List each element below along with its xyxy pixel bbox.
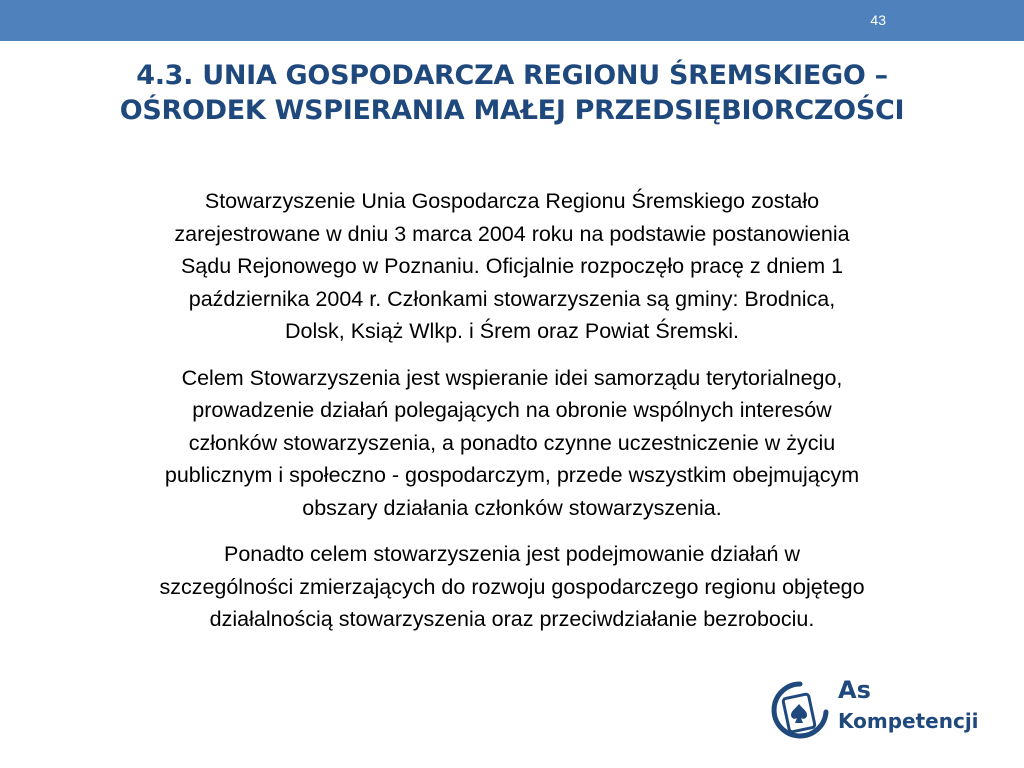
text-line: Sądu Rejonowego w Poznaniu. Oficjalnie rozpoczęło pracę z dniem 1 [180,254,844,278]
as-kompetencji-logo[interactable] [770,670,1000,750]
text-line: szczególności zmierzających do rozwoju gospodarczego regionu objętego [159,574,865,599]
text-line: października 2004 r. Członkami stowarzyszenia są gminy: Brodnica, [188,286,836,311]
text-line: prowadzenie działań polegających na obronie wspólnych interesów [192,398,832,422]
text-line: zarejestrowane w dniu 3 marca 2004 roku na podstawie postanowienia [174,221,850,246]
text-line: Dolsk, Książ Wlkp. i Śrem oraz Powiat Śremski. [285,319,739,343]
top-bar [0,0,1024,41]
title-line: OŚRODEK WSPIERANIA MAŁEJ PRZEDSIĘBIORCZOŚCI [119,95,905,126]
text-line: obszary działania członków stowarzyszenia. [302,495,722,520]
text-line: Celem Stowarzyszenia jest wspieranie idei samorządu terytorialnego, [181,365,843,390]
text-line: członków stowarzyszenia, a ponadto czynne uczestniczenie w życiu [188,430,836,455]
text-line: publicznym i społeczno - gospodarczym, przede wszystkim obejmującym [164,463,860,487]
text-line: Stowarzyszenie Unia Gospodarcza Regionu Śremskiego zostało [204,189,820,213]
paragraph [30,538,994,636]
spade-card-icon [770,678,830,744]
slide-title [30,58,994,128]
title-line: 4.3. UNIA GOSPODARCZA REGIONU ŚREMSKIEGO – [136,60,888,91]
logo-text-as: As [838,676,871,704]
text-line: Ponadto celem stowarzyszenia jest podejmowanie działań w [223,542,801,566]
text-line: działalnością stowarzyszenia oraz przeciwdziałanie bezrobociu. [209,607,815,631]
paragraph [30,362,994,525]
slide-content [30,185,994,650]
logo-text-kompetencji: Kompetencji [838,709,979,733]
paragraph [30,185,994,348]
slide-number: 43 [870,12,886,28]
